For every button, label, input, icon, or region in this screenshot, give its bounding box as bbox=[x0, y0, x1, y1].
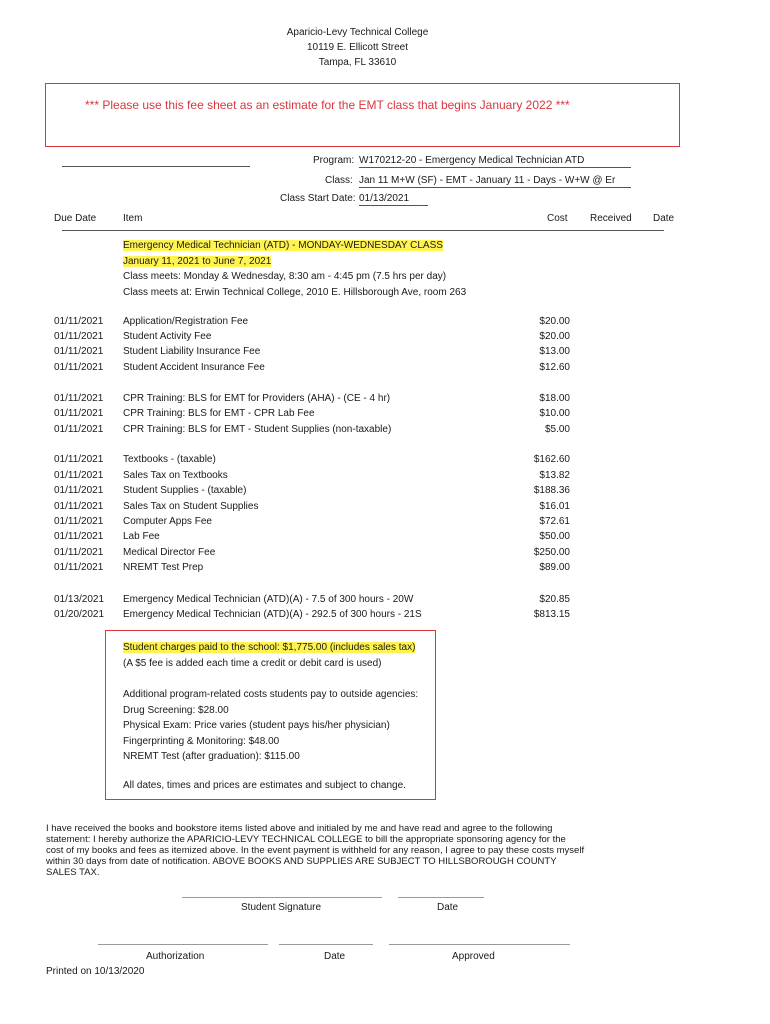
college-header bbox=[0, 25, 715, 70]
program-value: W170212-20 - Emergency Medical Technician ATD bbox=[359, 155, 631, 168]
fee-date: 01/11/2021 bbox=[54, 316, 104, 327]
fee-date: 01/11/2021 bbox=[54, 470, 104, 481]
fee-row bbox=[0, 501, 770, 516]
approved-label: Approved bbox=[452, 951, 495, 962]
blank-line bbox=[62, 166, 250, 167]
start-value: 01/13/2021 bbox=[359, 193, 428, 206]
fee-cost: $13.82 bbox=[539, 470, 570, 481]
additional-heading: Additional program-related costs students pay to outside agencies: bbox=[123, 689, 419, 700]
date2-line bbox=[279, 944, 373, 945]
fee-row bbox=[0, 562, 770, 577]
fee-item: Emergency Medical Technician (ATD)(A) - 7.5 of 300 hours - 20W bbox=[123, 594, 414, 605]
summary-text bbox=[123, 640, 415, 671]
fee-cost: $18.00 bbox=[539, 393, 570, 404]
fee-row bbox=[0, 454, 770, 469]
fee-row bbox=[0, 516, 770, 531]
college-street: 10119 E. Ellicott Street bbox=[307, 42, 408, 53]
class-meets: Class meets: Monday & Wednesday, 8:30 am - 4:45 pm (7.5 hrs per day) bbox=[123, 271, 447, 282]
fee-row bbox=[0, 362, 770, 377]
class-value: Jan 11 M+W (SF) - EMT - January 11 - Days - W+W @ Er bbox=[359, 175, 631, 188]
fee-date: 01/11/2021 bbox=[54, 562, 104, 573]
fee-item: CPR Training: BLS for EMT - CPR Lab Fee bbox=[123, 408, 315, 419]
fee-item: Medical Director Fee bbox=[123, 547, 216, 558]
college-name: Aparicio-Levy Technical College bbox=[286, 27, 429, 38]
fee-date: 01/11/2021 bbox=[54, 531, 104, 542]
fee-item: CPR Training: BLS for EMT - Student Supplies (non-taxable) bbox=[123, 424, 392, 435]
agreement-paragraph bbox=[46, 823, 584, 878]
fee-date: 01/11/2021 bbox=[54, 424, 104, 435]
fee-item: Student Supplies - (taxable) bbox=[123, 485, 247, 496]
fee-cost: $20.00 bbox=[539, 316, 570, 327]
fee-cost: $188.36 bbox=[533, 485, 570, 496]
class-location: Class meets at: Erwin Technical College, 2010 E. Hillsborough Ave, room 263 bbox=[123, 286, 467, 298]
additional-costs bbox=[123, 687, 418, 765]
fee-date: 01/13/2021 bbox=[54, 594, 105, 605]
fee-row bbox=[0, 485, 770, 500]
agreement-line: statement: I hereby authorize the APARICIO-LEVY TECHNICAL COLLEGE to bill the appropriate sponsoring agency for the bbox=[46, 834, 566, 845]
fee-cost: $89.00 bbox=[539, 562, 570, 573]
fee-item: Textbooks - (taxable) bbox=[123, 454, 216, 465]
printed-on: Printed on 10/13/2020 bbox=[46, 966, 145, 977]
college-city: Tampa, FL 33610 bbox=[318, 57, 397, 68]
fee-cost: $10.00 bbox=[539, 408, 570, 419]
col-date: Date bbox=[653, 213, 675, 224]
agreement-line: I have received the books and bookstore items listed above and initialed by me and have read and agree to the following bbox=[46, 823, 553, 834]
fee-cost: $12.60 bbox=[539, 362, 570, 373]
fee-row bbox=[0, 408, 770, 423]
fee-date: 01/11/2021 bbox=[54, 362, 104, 373]
nremt-test: NREMT Test (after graduation): $115.00 bbox=[123, 751, 300, 762]
class-info bbox=[123, 238, 466, 300]
date1-line bbox=[398, 897, 484, 898]
fee-date: 01/11/2021 bbox=[54, 454, 104, 465]
fee-row bbox=[0, 424, 770, 439]
fee-cost: $250.00 bbox=[533, 547, 570, 558]
fee-cost: $5.00 bbox=[544, 424, 570, 435]
fee-item: Lab Fee bbox=[123, 531, 160, 542]
fee-cost: $20.85 bbox=[539, 594, 570, 605]
class-label: Class: bbox=[325, 175, 353, 186]
col-item: Item bbox=[123, 213, 143, 224]
fee-date: 01/11/2021 bbox=[54, 547, 104, 558]
fee-item: Student Liability Insurance Fee bbox=[123, 346, 261, 357]
class-title: Emergency Medical Technician (ATD) - MONDAY-WEDNESDAY CLASS bbox=[123, 240, 443, 251]
fee-date: 01/11/2021 bbox=[54, 516, 104, 527]
fee-date: 01/11/2021 bbox=[54, 501, 104, 512]
fee-cost: $20.00 bbox=[539, 331, 570, 342]
student-signature-line bbox=[182, 897, 382, 898]
student-signature-label: Student Signature bbox=[241, 902, 322, 913]
date2-label: Date bbox=[324, 951, 346, 962]
disclaimer: All dates, times and prices are estimates and subject to change. bbox=[123, 780, 406, 791]
notice-text: *** Please use this fee sheet as an estimate for the EMT class that begins January 2022 *** bbox=[85, 98, 570, 112]
fee-item: Student Accident Insurance Fee bbox=[123, 362, 265, 373]
fee-row bbox=[0, 393, 770, 408]
agreement-line: cost of my books and fees as itemized above. In the event payment is withheld for any reason, I agree to pay these costs myself bbox=[46, 845, 585, 856]
fee-row bbox=[0, 470, 770, 485]
fingerprinting: Fingerprinting & Monitoring: $48.00 bbox=[123, 735, 280, 747]
drug-screening: Drug Screening: $28.00 bbox=[123, 704, 229, 716]
fee-date: 01/11/2021 bbox=[54, 393, 104, 404]
fee-row bbox=[0, 531, 770, 546]
summary-card-fee: (A $5 fee is added each time a credit or debit card is used) bbox=[123, 657, 382, 669]
notice-box bbox=[45, 83, 680, 147]
fee-item: CPR Training: BLS for EMT for Providers (AHA) - (CE - 4 hr) bbox=[123, 393, 391, 404]
fee-date: 01/20/2021 bbox=[54, 609, 105, 620]
col-cost: Cost bbox=[547, 213, 568, 224]
fee-item: Sales Tax on Student Supplies bbox=[123, 501, 259, 512]
fee-item: Application/Registration Fee bbox=[123, 316, 249, 327]
fee-item: NREMT Test Prep bbox=[123, 562, 204, 573]
date1-label: Date bbox=[437, 902, 459, 913]
fee-cost: $162.60 bbox=[533, 454, 570, 465]
fee-item: Student Activity Fee bbox=[123, 331, 212, 342]
fee-row bbox=[0, 547, 770, 562]
fee-cost: $72.61 bbox=[539, 516, 570, 527]
fee-row bbox=[0, 331, 770, 346]
fee-cost: $813.15 bbox=[533, 609, 570, 620]
class-dates: January 11, 2021 to June 7, 2021 bbox=[123, 255, 272, 267]
fee-row bbox=[0, 609, 770, 624]
fee-item: Sales Tax on Textbooks bbox=[123, 470, 228, 481]
fee-date: 01/11/2021 bbox=[54, 331, 104, 342]
approved-line bbox=[389, 944, 570, 945]
authorization-label: Authorization bbox=[146, 951, 205, 962]
fee-item: Emergency Medical Technician (ATD)(A) - 292.5 of 300 hours - 21S bbox=[123, 609, 422, 620]
fee-cost: $50.00 bbox=[539, 531, 570, 542]
fee-row bbox=[0, 316, 770, 331]
fee-row bbox=[0, 346, 770, 361]
fee-item: Computer Apps Fee bbox=[123, 516, 212, 527]
authorization-line bbox=[98, 944, 268, 945]
fee-cost: $13.00 bbox=[539, 346, 570, 357]
header-rule bbox=[62, 230, 664, 231]
program-label: Program: bbox=[313, 155, 355, 166]
col-received: Received bbox=[590, 213, 632, 224]
col-due-date: Due Date bbox=[54, 213, 97, 224]
summary-charges: Student charges paid to the school: $1,775.00 (includes sales tax) bbox=[123, 642, 416, 653]
fee-date: 01/11/2021 bbox=[54, 485, 104, 496]
fee-cost: $16.01 bbox=[539, 501, 570, 512]
start-label: Class Start Date: bbox=[280, 193, 356, 204]
fee-row bbox=[0, 594, 770, 609]
fee-date: 01/11/2021 bbox=[54, 346, 104, 357]
agreement-line: SALES TAX. bbox=[46, 867, 100, 878]
physical-exam: Physical Exam: Price varies (student pays his/her physician) bbox=[123, 720, 390, 731]
agreement-line: within 30 days from date of notification. ABOVE BOOKS AND SUPPLIES ARE SUBJECT TO HILLSBOROUGH COUNTY bbox=[46, 856, 557, 867]
fee-date: 01/11/2021 bbox=[54, 408, 104, 419]
